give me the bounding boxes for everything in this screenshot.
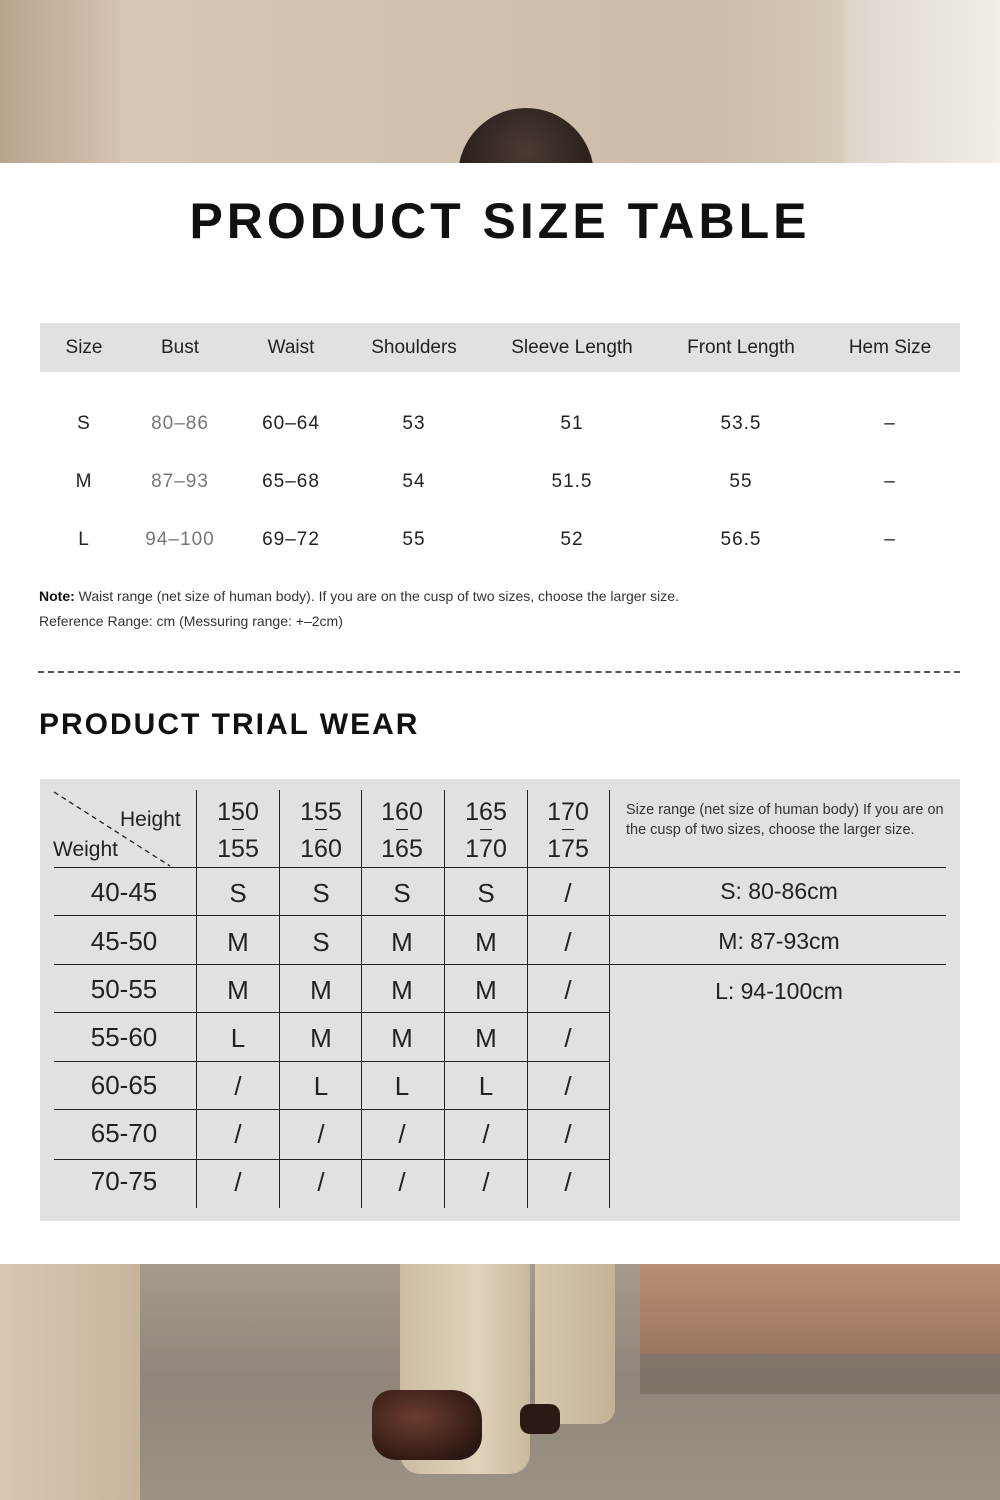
table-row [40, 405, 960, 445]
size-cell: L [478, 1071, 494, 1101]
size-cell: M [227, 927, 249, 957]
height-dash [232, 829, 244, 830]
size-cell: S [393, 878, 411, 908]
height-dash [562, 829, 574, 830]
size-cell: / [564, 1071, 572, 1101]
model-head [458, 108, 594, 163]
weight-label: 60-65 [90, 1070, 158, 1100]
weight-label: 45-50 [90, 926, 158, 956]
size-cell: M [227, 975, 249, 1005]
size-cell: / [564, 927, 572, 957]
size-cell: / [317, 1167, 325, 1197]
cell-size: L [78, 529, 90, 550]
table-row [40, 463, 960, 503]
height-bottom: 165 [381, 835, 423, 863]
weight-label: 40-45 [90, 877, 158, 907]
grid-line [54, 1159, 610, 1160]
header-waist: Waist [267, 337, 315, 358]
height-dash [315, 829, 327, 830]
bottom-photo [0, 1264, 1000, 1500]
range-m: M: 87-93cm [718, 928, 840, 954]
size-cell: / [482, 1167, 490, 1197]
grid-line [54, 867, 946, 868]
height-dash [480, 829, 492, 830]
note-label: Note: [39, 588, 75, 604]
size-cell: / [234, 1167, 242, 1197]
height-top: 155 [300, 798, 342, 826]
photo-pillar [0, 1264, 140, 1500]
size-cell: / [398, 1119, 406, 1149]
cell-hem-size: – [884, 471, 896, 492]
cell-front-length: 53.5 [720, 413, 762, 434]
size-cell: S [312, 927, 330, 957]
cell-hem-size: – [884, 413, 896, 434]
grid-line [54, 964, 946, 965]
cell-bust: 80–86 [151, 413, 209, 434]
size-cell: / [398, 1167, 406, 1197]
height-dash [396, 829, 408, 830]
weight-label: 50-55 [90, 974, 158, 1004]
size-cell: M [391, 927, 413, 957]
size-cell: / [564, 1023, 572, 1053]
model-trouser-leg [535, 1264, 615, 1424]
reference-range-note: Reference Range: cm (Messuring range: +–2cm) [39, 613, 343, 629]
size-cell: M [475, 975, 497, 1005]
cell-waist: 69–72 [262, 529, 320, 550]
cell-front-length: 55 [729, 471, 753, 492]
header-bust: Bust [160, 337, 200, 358]
cell-waist: 65–68 [262, 471, 320, 492]
grid-line [609, 790, 610, 1208]
cell-size: M [75, 471, 93, 492]
height-bottom: 170 [465, 835, 507, 863]
size-cell: S [229, 878, 247, 908]
cell-sleeve-length: 51.5 [551, 471, 593, 492]
size-cell: S [312, 878, 330, 908]
size-cell: L [313, 1071, 329, 1101]
size-range-note: Size range (net size of human body) If you are on the cusp of two sizes, choose the larger size. [626, 802, 944, 838]
header-sleeve-length: Sleeve Length [511, 337, 633, 358]
size-cell: / [564, 975, 572, 1005]
size-cell: M [475, 927, 497, 957]
size-cell: L [394, 1071, 410, 1101]
grid-line [54, 1109, 610, 1110]
dashed-divider [38, 671, 960, 673]
cell-size: S [77, 413, 91, 434]
size-cell: / [482, 1119, 490, 1149]
size-cell: / [234, 1119, 242, 1149]
height-top: 150 [217, 798, 259, 826]
size-cell: / [564, 1167, 572, 1197]
size-cell: / [234, 1071, 242, 1101]
top-photo [0, 0, 1000, 163]
cell-shoulders: 54 [402, 471, 426, 492]
size-cell: S [477, 878, 495, 908]
size-cell: L [230, 1023, 246, 1053]
cell-hem-size: – [884, 529, 896, 550]
height-top: 160 [381, 798, 423, 826]
photo-ledge [640, 1264, 1000, 1354]
header-size: Size [65, 337, 103, 358]
height-top: 165 [465, 798, 507, 826]
range-s: S: 80-86cm [720, 878, 838, 904]
cell-shoulders: 55 [402, 529, 426, 550]
size-table-header [40, 323, 960, 372]
size-cell: / [317, 1119, 325, 1149]
grid-line [54, 915, 946, 916]
model-shoe [372, 1390, 482, 1460]
note-text: Waist range (net size of human body). If you are on the cusp of two sizes, choose the larger size. [74, 588, 679, 604]
size-cell: M [391, 975, 413, 1005]
photo-ledge-shadow [640, 1354, 1000, 1394]
grid-line [54, 1061, 610, 1062]
weight-label: 65-70 [90, 1118, 158, 1148]
trial-wear-title: PRODUCT TRIAL WEAR [39, 708, 420, 741]
photo-pillar [0, 0, 120, 163]
header-shoulders: Shoulders [371, 337, 457, 358]
range-l: L: 94-100cm [715, 978, 843, 1004]
size-cell: / [564, 878, 572, 908]
size-cell: M [310, 975, 332, 1005]
corner-weight-label: Weight [53, 838, 118, 861]
photo-wall [850, 0, 1000, 163]
height-bottom: 155 [217, 835, 259, 863]
weight-label: 55-60 [90, 1022, 158, 1052]
header-front-length: Front Length [687, 337, 795, 358]
model-shoe [520, 1404, 560, 1434]
height-bottom: 160 [300, 835, 342, 863]
page-title: PRODUCT SIZE TABLE [189, 193, 811, 249]
height-bottom: 175 [547, 835, 589, 863]
weight-label: 70-75 [90, 1166, 158, 1196]
cell-front-length: 56.5 [720, 529, 762, 550]
cell-bust: 94–100 [145, 529, 215, 550]
size-cell: M [475, 1023, 497, 1053]
cell-shoulders: 53 [402, 413, 426, 434]
header-hem-size: Hem Size [848, 337, 932, 358]
corner-height-label: Height [120, 808, 181, 831]
cell-bust: 87–93 [151, 471, 209, 492]
height-top: 170 [547, 798, 589, 826]
size-cell: M [310, 1023, 332, 1053]
cell-waist: 60–64 [262, 413, 320, 434]
grid-line [54, 1012, 610, 1013]
size-cell: / [564, 1119, 572, 1149]
size-cell: M [391, 1023, 413, 1053]
table-row [40, 521, 960, 561]
cell-sleeve-length: 52 [560, 529, 584, 550]
cell-sleeve-length: 51 [560, 413, 584, 434]
size-note [39, 588, 679, 604]
